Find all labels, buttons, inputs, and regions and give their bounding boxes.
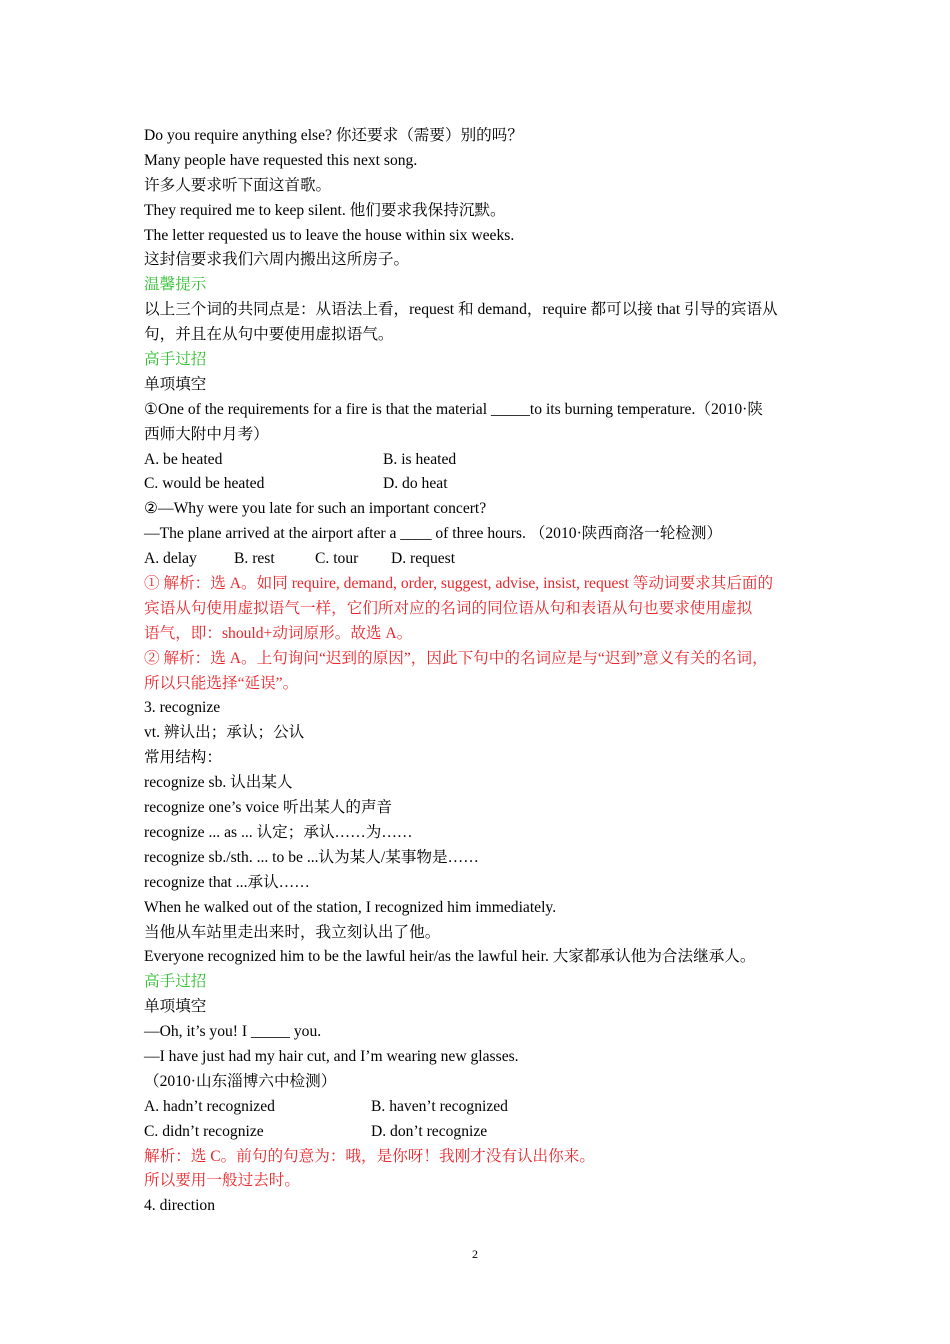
text-line: 这封信要求我们六周内搬出这所房子。: [144, 251, 410, 269]
text-line: recognize one’s voice 听出某人的声音: [144, 799, 393, 817]
question-2-options: [144, 547, 824, 572]
option-c: C. tour: [315, 550, 359, 568]
text-line: 句，并且在从句中要使用虚拟语气。: [144, 326, 394, 344]
text-line: 许多人要求听下面这首歌。: [144, 176, 332, 194]
text-line: Many people have requested this next song.: [144, 151, 418, 169]
analysis-2: 所以只能选择“延误”。: [144, 674, 299, 692]
option-a: A. hadn’t recognized: [144, 1097, 275, 1115]
option-b: B. haven’t recognized: [371, 1097, 508, 1115]
text-line: recognize sb. 认出某人: [144, 774, 293, 792]
text-line: recognize ... as ... 认定；承认……为……: [144, 823, 413, 841]
practice-heading: 高手过招: [144, 351, 207, 369]
option-b: B. is heated: [383, 450, 457, 468]
text-line: The letter requested us to leave the house within six weeks.: [144, 226, 515, 244]
section-heading: 4. direction: [144, 1197, 216, 1215]
exercise-type: 单项填空: [144, 375, 207, 393]
question-3: —Oh, it’s you! I _____ you.: [144, 1023, 322, 1041]
question-2-line-2: —The plane arrived at the airport after a ____ of three hours. （2010·陕西商洛一轮检测）: [144, 525, 723, 543]
option-d: D. do heat: [383, 475, 448, 493]
question-3-source: （2010·山东淄博六中检测）: [144, 1072, 337, 1090]
page-number: 2: [472, 1247, 478, 1261]
option-c: C. didn’t recognize: [144, 1122, 264, 1140]
option-a: A. delay: [144, 550, 197, 568]
option-b: B. rest: [234, 550, 275, 568]
text-line: 当他从车站里走出来时，我立刻认出了他。: [144, 923, 441, 941]
question-1-options-row-2: [144, 472, 824, 497]
text-line: 常用结构：: [144, 749, 222, 767]
question-1-options-row-1: [144, 448, 824, 473]
question-2: ②—Why were you late for such an important concert?: [144, 500, 487, 518]
analysis-1: ① 解析：选 A。如同 require, demand, order, suggest, advise, insist, request 等动词要求其后面的: [144, 575, 774, 593]
option-d: D. don’t recognize: [371, 1122, 488, 1140]
tip-heading: 温馨提示: [144, 276, 207, 294]
analysis-3: 所以要用一般过去时。: [144, 1172, 300, 1190]
question-3-options-row-2: [144, 1120, 824, 1145]
text-line: recognize sb./sth. ... to be ...认为某人/某事物是……: [144, 848, 479, 866]
text-line: When he walked out of the station, I recognized him immediately.: [144, 898, 557, 916]
question-3-options-row-1: [144, 1095, 824, 1120]
analysis-1: 语气，即：should+动词原形。故选 A。: [144, 624, 413, 642]
option-c: C. would be heated: [144, 475, 265, 493]
practice-heading: 高手过招: [144, 973, 207, 991]
text-line: 以上三个词的共同点是：从语法上看，request 和 demand，require 都可以接 that 引导的宾语从: [144, 301, 778, 319]
analysis-2: ② 解析：选 A。上句询问“迟到的原因”，因此下句中的名词应是与“迟到”意义有关的名词，: [144, 649, 768, 667]
text-line: vt. 辨认出；承认；公认: [144, 724, 305, 742]
analysis-3: 解析：选 C。前句的句意为：哦，是你呀！我刚才没有认出你来。: [144, 1147, 595, 1165]
analysis-1: 宾语从句使用虚拟语气一样，它们所对应的名词的同位语从句和表语从句也要求使用虚拟: [144, 599, 753, 617]
section-heading: 3. recognize: [144, 699, 221, 717]
text-line: Do you require anything else? 你还要求（需要）别的吗？: [144, 127, 523, 144]
text-line: recognize that ...承认……: [144, 873, 310, 891]
question-3-line-2: —I have just had my hair cut, and I’m wearing new glasses.: [144, 1047, 519, 1065]
question-1-source: 西师大附中月考）: [144, 425, 269, 443]
option-d: D. request: [391, 550, 456, 568]
exercise-type: 单项填空: [144, 998, 207, 1016]
question-1: ①One of the requirements for a fire is that the material _____to its burning temperature.（2010·陕: [144, 400, 763, 418]
text-line: Everyone recognized him to be the lawful heir/as the lawful heir. 大家都承认他为合法继承人。: [144, 948, 756, 966]
option-a: A. be heated: [144, 450, 223, 468]
document-page: [144, 124, 824, 1219]
text-line: They required me to keep silent. 他们要求我保持沉默。: [144, 201, 506, 219]
